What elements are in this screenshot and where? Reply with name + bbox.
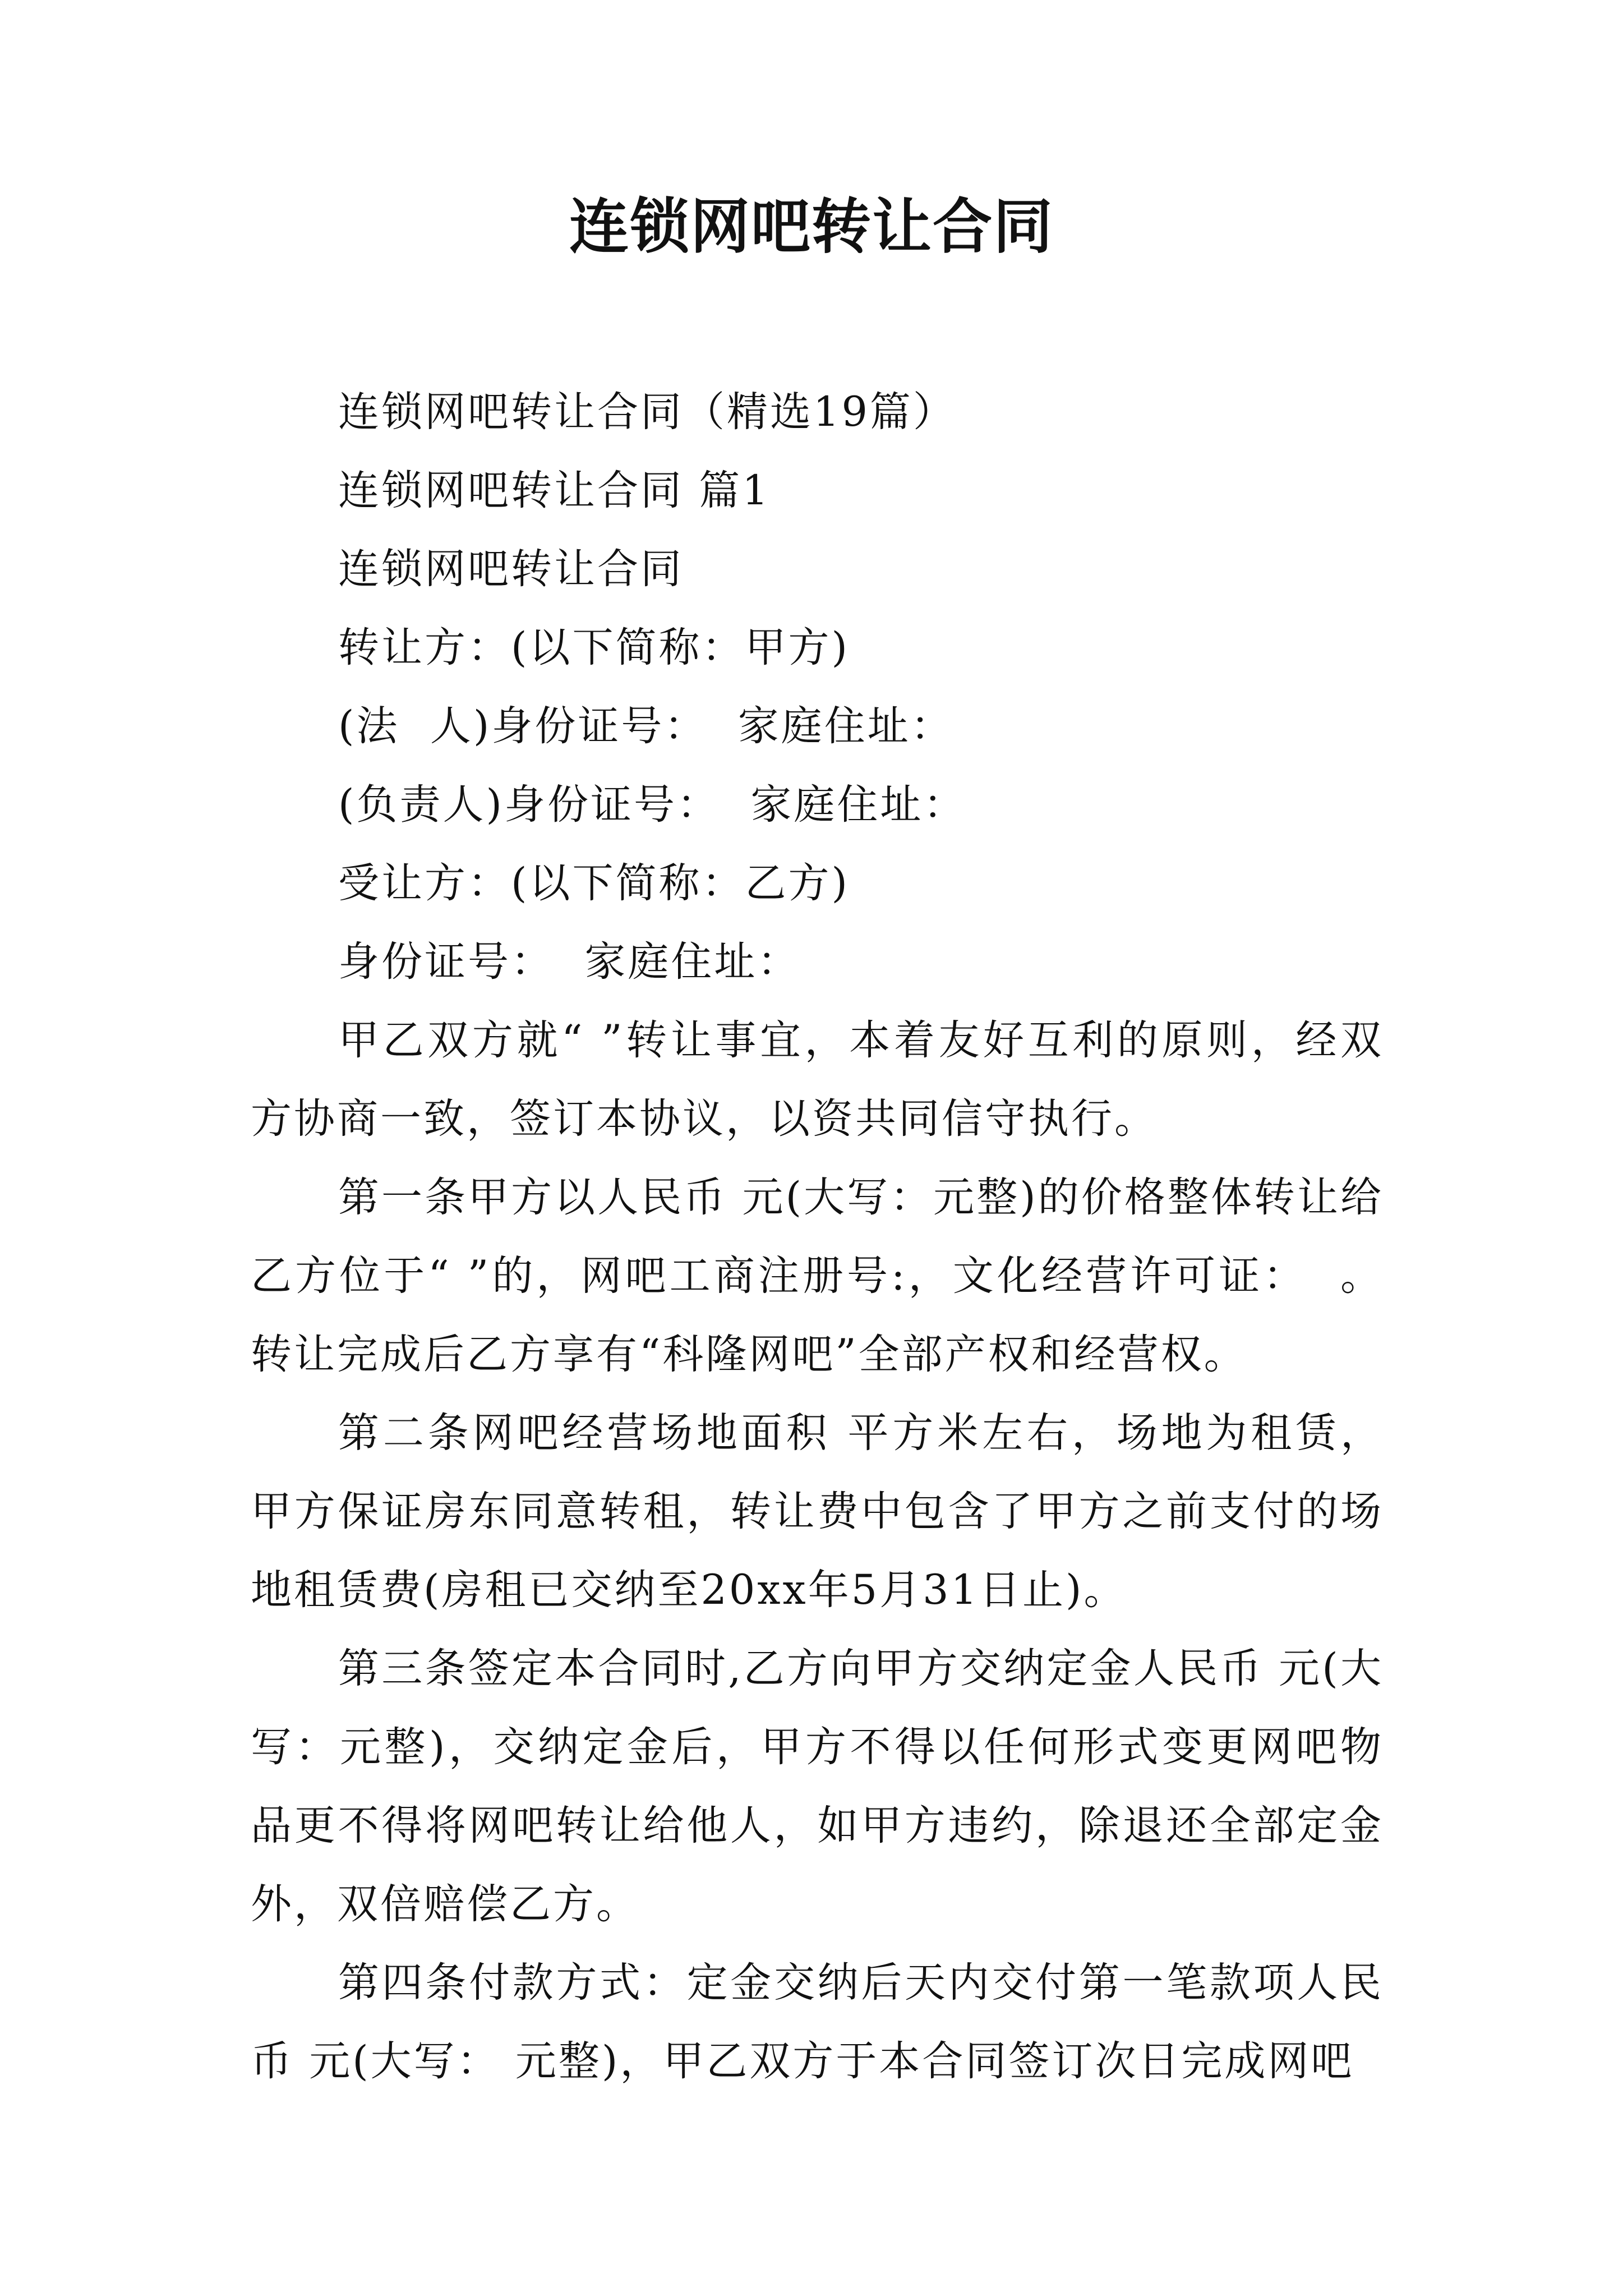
- paragraph-responsible-person: (负责人)身份证号： 家庭住址：: [338, 781, 967, 829]
- paragraph-article-2: 第二条网吧经营场地面积 平方米左右，场地为租赁，甲方保证房东同意转租，转让费中包含了甲方之前支付的场地租赁费(房租已交纳至20xx年5月31日止)。: [251, 1409, 1384, 1614]
- paragraph-article-4: 第四条付款方式：定金交纳后天内交付第一笔款项人民币 元(大写： 元整)，甲乙双方于本合同签订次日完成网吧: [251, 1959, 1384, 2085]
- paragraph-article-3: 第三条签定本合同时,乙方向甲方交纳定金人民币 元(大写：元整)，交纳定金后，甲方不得以任何形式变更网吧物品更不得将网吧转让给他人，如甲方违约，除退还全部定金外，双倍赔偿乙方。: [251, 1645, 1384, 1928]
- document-title: 连锁网吧转让合同: [569, 191, 1054, 261]
- paragraph-article-1: 第一条甲方以人民币 元(大写：元整)的价格整体转让给乙方位于“ ”的，网吧工商注册号:，文化经营许可证： 。转让完成后乙方享有“科隆网吧”全部产权和经营权。: [251, 1174, 1384, 1378]
- paragraph-subtitle: 连锁网吧转让合同（精选19篇）: [338, 388, 956, 436]
- paragraph-contract-name: 连锁网吧转让合同: [338, 545, 684, 593]
- paragraph-preamble: 甲乙双方就“ ”转让事宜，本着友好互利的原则，经双方协商一致，签订本协议，以资共同信守执行。: [251, 1016, 1384, 1143]
- paragraph-transferor: 转让方：(以下简称：甲方): [338, 624, 850, 671]
- document-body: [251, 373, 1384, 2101]
- paragraph-transferee: 受让方：(以下简称：乙方): [338, 859, 850, 907]
- paragraph-section-heading: 连锁网吧转让合同 篇1: [338, 467, 771, 514]
- paragraph-transferee-id: 身份证号： 家庭住址：: [338, 938, 801, 986]
- paragraph-legal-person: (法 人)身份证号： 家庭住址：: [338, 702, 954, 750]
